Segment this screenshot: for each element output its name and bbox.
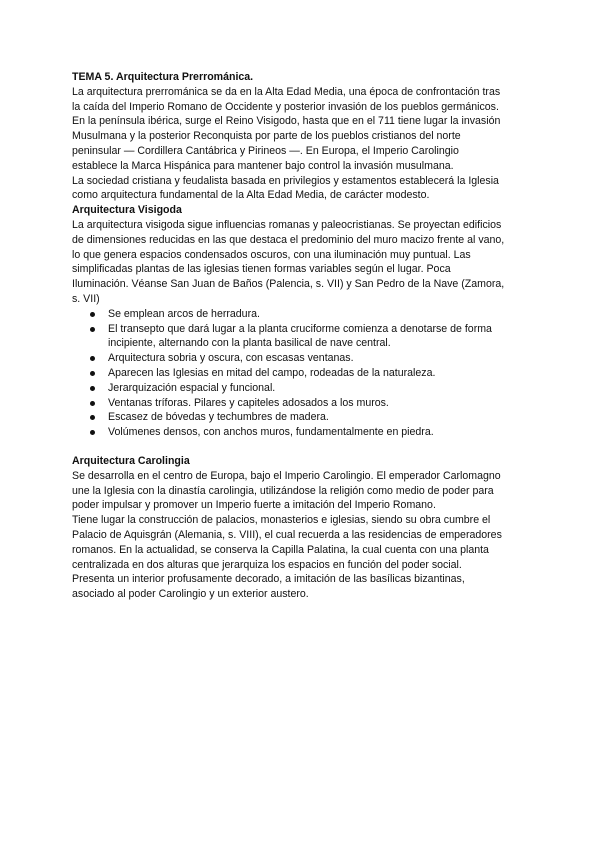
bullet-icon: [90, 312, 95, 317]
bullet-icon: [90, 415, 95, 420]
text-line: Presenta un interior profusamente decorado, a imitación de las basílicas bizantinas,: [72, 573, 465, 586]
list-item-text: Jerarquización espacial y funcional.: [108, 381, 276, 394]
list-item: [108, 351, 532, 366]
text-line: establece la Marca Hispánica para mantener bajo control la invasión musulmana.: [72, 159, 454, 172]
text-line: lo que genera espacios condensados oscuros, con una iluminación muy puntual. Las: [72, 248, 471, 261]
bullet-icon: [90, 356, 95, 361]
visigoda-bullet-list: [72, 307, 532, 440]
text-line: la caída del Imperio Romano de Occidente y posterior invasión de los pueblos germánicos.: [72, 100, 499, 113]
list-item-text: Aparecen las Iglesias en mitad del campo, rodeadas de la naturaleza.: [108, 366, 436, 379]
text-line: En la península ibérica, surge el Reino Visigodo, hasta que en el 711 tiene lugar la invasión: [72, 115, 501, 128]
text-line: centralizada en dos alturas que jerarquiza los espacios en función del poder social.: [72, 558, 462, 571]
text-line: Iluminación. Véanse San Juan de Baños (Palencia, s. VII) y San Pedro de la Nave (Zamora,: [72, 278, 505, 291]
text-line: asociado al poder Carolingio y un exterior austero.: [72, 588, 309, 601]
bullet-icon: [90, 327, 95, 332]
list-item: [108, 396, 532, 411]
carolingia-heading: Arquitectura Carolingia: [72, 454, 190, 467]
document-content: [72, 70, 532, 602]
text-line: poder impulsar y promover un Imperio fuerte a imitación del Imperio Romano.: [72, 499, 436, 512]
bullet-icon: [90, 401, 95, 406]
list-item: [108, 307, 532, 322]
text-line: La arquitectura prerrománica se da en la Alta Edad Media, una época de confrontación tras: [72, 85, 501, 98]
text-line: Se desarrolla en el centro de Europa, bajo el Imperio Carolingio. El emperador Carlomagno: [72, 469, 501, 482]
text-line: de dimensiones reducidas en las que destaca el predominio del muro macizo frente al vano,: [72, 233, 505, 246]
text-line: simplificadas plantas de las iglesias tienen formas variables según el lugar. Poca: [72, 263, 451, 276]
list-item: [108, 322, 532, 352]
text-line: romanos. En la actualidad, se conserva la Capilla Palatina, la cual cuenta con una planta: [72, 543, 489, 556]
text-line: Musulmana y la posterior Reconquista por parte de los pueblos cristianos del norte: [72, 130, 461, 143]
carolingia-paragraph-1: [72, 469, 532, 513]
text-line: La sociedad cristiana y feudalista basada en privilegios y estamentos establecerá la Iglesia: [72, 174, 499, 187]
bullet-icon: [90, 386, 95, 391]
list-item: [108, 425, 532, 440]
list-item-text: Ventanas tríforas. Pilares y capiteles adosados a los muros.: [108, 396, 389, 409]
text-line: s. VII): [72, 292, 100, 305]
visigoda-heading: Arquitectura Visigoda: [72, 204, 182, 217]
text-line: como arquitectura fundamental de la Alta Edad Media, de carácter modesto.: [72, 189, 430, 202]
visigoda-paragraph: [72, 218, 532, 307]
bullet-icon: [90, 371, 95, 376]
list-item-text: Se emplean arcos de herradura.: [108, 307, 260, 320]
bullet-icon: [90, 430, 95, 435]
text-line: peninsular — Cordillera Cantábrica y Pirineos —. En Europa, el Imperio Carolingio: [72, 144, 459, 157]
list-item-text: incipiente, alternando con la planta basilical de nave central.: [108, 337, 391, 350]
list-item-text: Escasez de bóvedas y techumbres de madera.: [108, 411, 329, 424]
carolingia-paragraph-2: [72, 513, 532, 602]
document-title: TEMA 5. Arquitectura Prerrománica.: [72, 71, 254, 83]
list-item-text: Volúmenes densos, con anchos muros, fundamentalmente en piedra.: [108, 426, 434, 439]
text-line: une la Iglesia con la dinastía carolingia, utilizándose la religión como medio de poder para: [72, 484, 494, 497]
list-item: [108, 366, 532, 381]
list-item: [108, 381, 532, 396]
list-item-text: Arquitectura sobria y oscura, con escasas ventanas.: [108, 352, 354, 365]
list-item-text: El transepto que dará lugar a la planta cruciforme comienza a denotarse de forma: [108, 322, 492, 335]
text-line: La arquitectura visigoda sigue influencias romanas y paleocristianas. Se proyectan edificios: [72, 218, 502, 231]
list-item: [108, 410, 532, 425]
text-line: Palacio de Aquisgrán (Alemania, s. VIII), el cual recuerda a las residencias de emperadores: [72, 528, 502, 541]
intro-paragraph: [72, 85, 532, 203]
text-line: Tiene lugar la construcción de palacios, monasterios e iglesias, siendo su obra cumbre el: [72, 514, 491, 527]
